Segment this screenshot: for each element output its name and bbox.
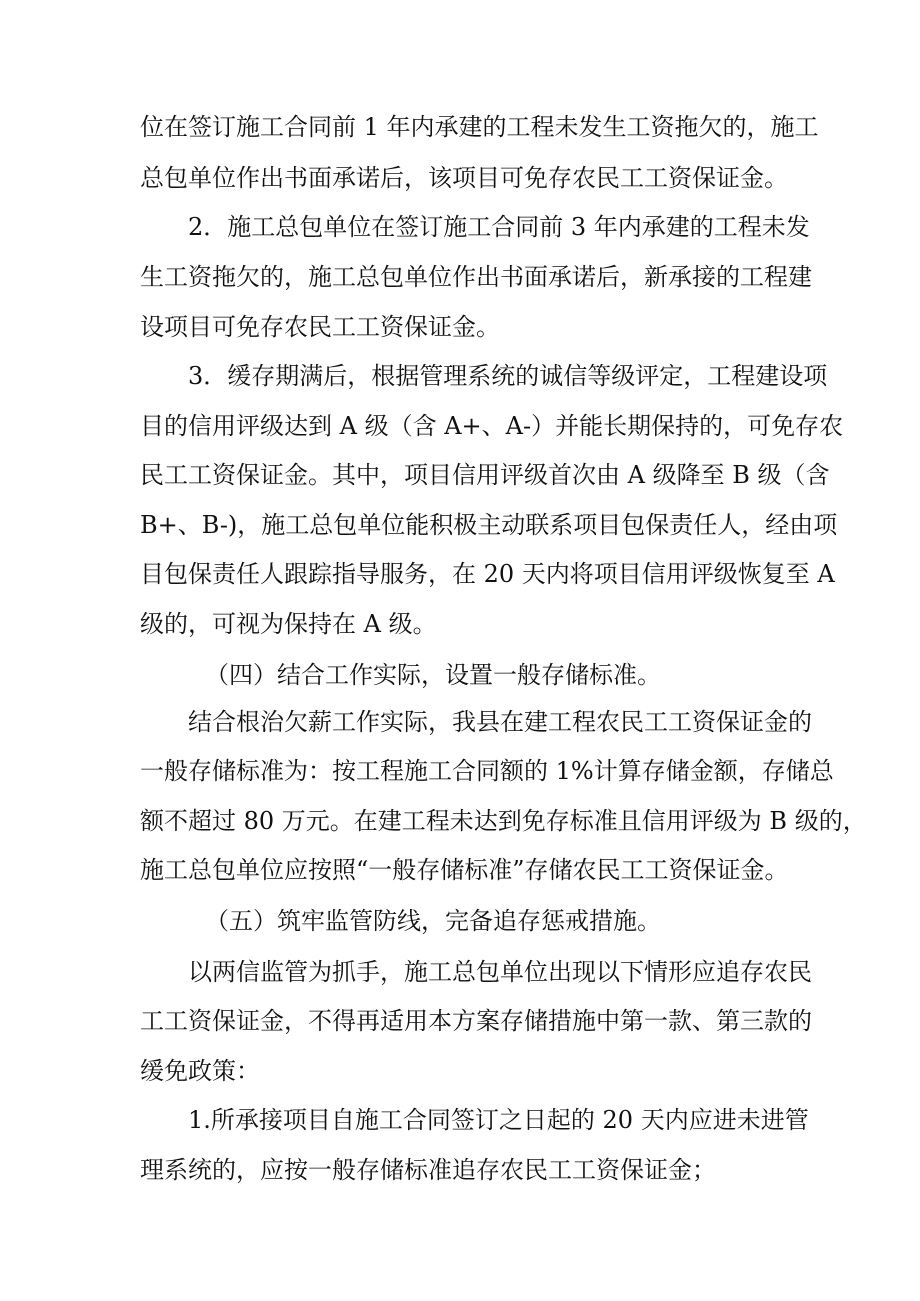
text-line-7: 目的信用评级达到 A 级（含 A+、A-）并能长期保持的，可免存农 [140, 412, 844, 440]
text-line-1: 位在签订施工合同前 1 年内承建的工程未发生工资拖欠的，施工 [140, 113, 819, 141]
text-line-13: 结合根治欠薪工作实际，我县在建工程农民工工资保证金的 [188, 708, 812, 736]
text-line-9: B+、B-)，施工总包单位能积极主动联系项目包保责任人，经由项 [140, 511, 838, 539]
text-line-14: 一般存储标准为：按工程施工合同额的 1%计算存储金额，存储总 [140, 757, 834, 785]
text-line-3: 2．施工总包单位在签订施工合同前 3 年内承建的工程未发 [188, 213, 810, 241]
text-line-10: 目包保责任人跟踪指导服务，在 20 天内将项目信用评级恢复至 A [140, 560, 835, 588]
text-line-8: 民工工资保证金。其中，项目信用评级首次由 A 级降至 B 级（含 [140, 461, 830, 489]
text-line-6: 3．缓存期满后，根据管理系统的诚信等级评定，工程建设项 [188, 362, 828, 390]
text-line-21: 1.所承接项目自施工合同签订之日起的 20 天内应进未进管 [188, 1106, 809, 1134]
text-line-16: 施工总包单位应按照“一般存储标准”存储农民工工资保证金。 [140, 856, 789, 884]
text-line-18: 以两信监管为抓手，施工总包单位出现以下情形应追存农民 [188, 958, 812, 986]
section-heading-4: （四）结合工作实际，设置一般存储标准。 [205, 661, 661, 689]
text-line-22: 理系统的，应按一般存储标准追存农民工工资保证金； [140, 1156, 716, 1184]
text-line-20: 缓免政策： [140, 1057, 260, 1085]
text-line-19: 工工资保证金，不得再适用本方案存储措施中第一款、第三款的 [140, 1007, 812, 1035]
text-line-2: 总包单位作出书面承诺后，该项目可免存农民工工资保证金。 [140, 164, 788, 192]
text-line-11: 级的，可视为保持在 A 级。 [140, 610, 437, 638]
text-line-15: 额不超过 80 万元。在建工程未达到免存标准且信用评级为 B 级的， [140, 807, 867, 835]
section-heading-5: （五）筑牢监管防线，完备追存惩戒措施。 [205, 907, 661, 935]
text-line-4: 生工资拖欠的，施工总包单位作出书面承诺后，新承接的工程建 [140, 263, 812, 291]
text-line-5: 设项目可免存农民工工资保证金。 [140, 313, 500, 341]
